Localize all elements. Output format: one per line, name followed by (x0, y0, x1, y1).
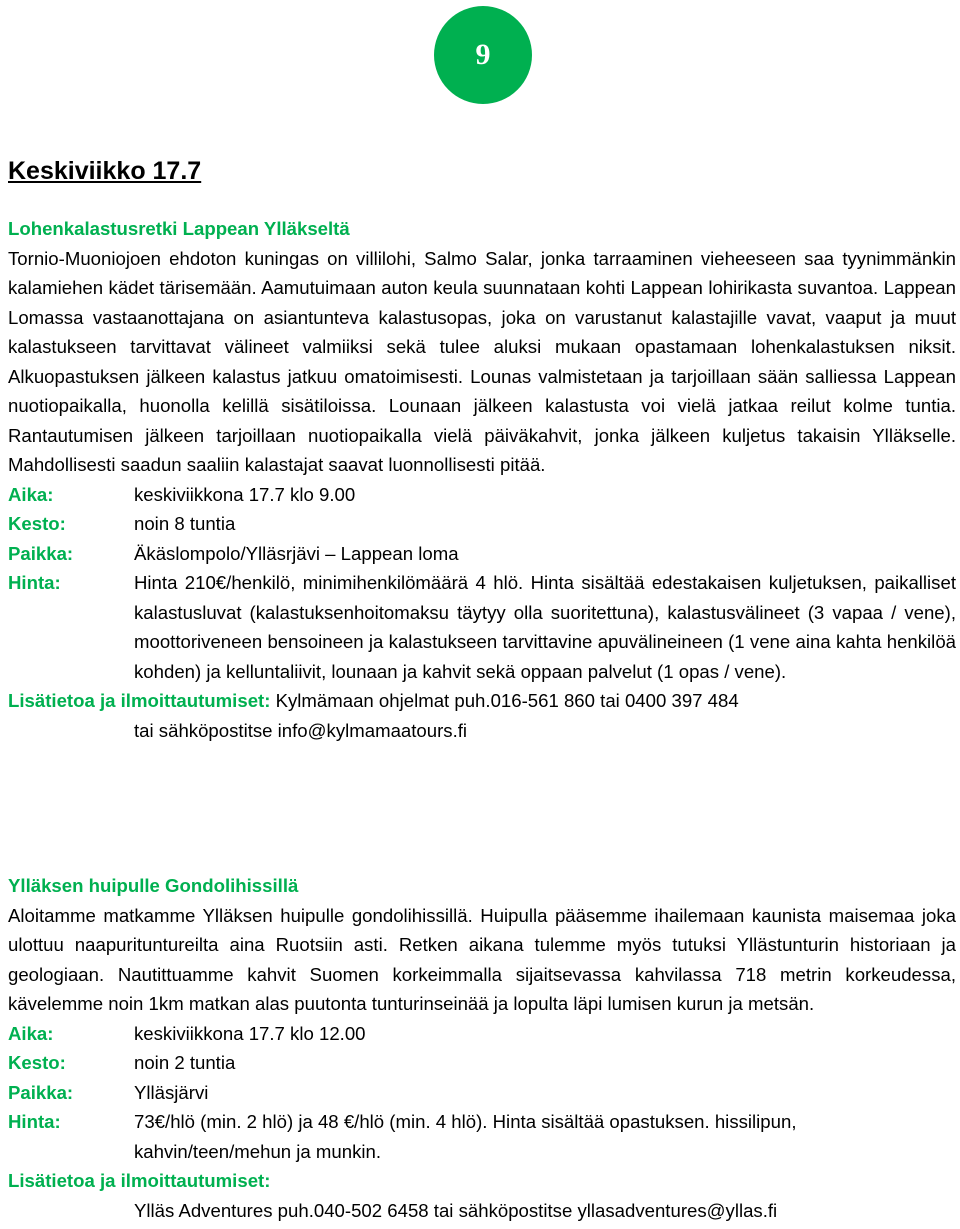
price-label: Hinta: (8, 1111, 61, 1132)
duration-label: Kesto: (8, 513, 66, 534)
duration-label: Kesto: (8, 1052, 66, 1073)
contact-info: Kylmämaan ohjelmat puh.016-561 860 tai 0400 397 484 (275, 690, 739, 711)
place-value: Äkäslompolo/Ylläsrjävi – Lappean loma (134, 542, 459, 564)
event-description: Tornio-Muoniojoen ehdoton kuningas on villilohi, Salmo Salar, jonka tarraaminen vieheeseen saa tyynimmänkin kalamiehen kädet tärisemään. Aamutuimaan auton keula suunnataan kohti Lappean lohirikasta suvantoa. Lappean Lomassa vastaanottajana on asiantunteva kalastusopas, joka on varustanut kalastajille vavat, vaaput ja muut kalastukseen tarvittavat välineet valmiiksi sekä tulee aluksi mukaan opastamaan lohenkalastuksen niksit. Alkuopastuksen jälkeen kalastus jatkuu omatoimisesti. Lounas valmistetaan ja tarjoillaan sään salliessa Lappean nuotiopaikalla, huonolla kelillä sisätiloissa. Lounaan jälkeen kalastusta voi vielä jatkaa reilut kolme tuntia. Rantautumisen jälkeen tarjoillaan nuotiopaikalla vielä päiväkahvit, jonka jälkeen kuljetus takaisin Ylläkselle. Mahdollisesti saadun saaliin kalastajat saavat luonnollisesti pitää. (8, 247, 956, 475)
price-row (8, 1107, 956, 1166)
day-heading: Keskiviikko 17.7 (8, 157, 202, 185)
event-gondola (8, 871, 956, 1225)
contact-email: tai sähköpostitse info@kylmamaatours.fi (134, 719, 468, 741)
time-label: Aika: (8, 483, 54, 505)
contact-row (8, 1166, 956, 1196)
duration-value: noin 8 tuntia (134, 513, 236, 534)
place-row (8, 1078, 956, 1108)
price-row (8, 568, 956, 686)
price-label: Hinta: (8, 572, 61, 593)
duration-value: noin 2 tuntia (134, 1052, 236, 1073)
price-value: Hinta 210€/henkilö, minimihenkilömäärä 4 hlö. Hinta sisältää edestakaisen kuljetuksen, paikalliset kalastusluvat (kalastuksenhoitomaksu täytyy olla suoritettuna), kalastusvälineet (3 vapaa / vene), moottoriveneen bensoineen ja kalastukseen tarvittavine apuvälineineen (1 vene aina kahta henkilöä kohden) ja kelluntaliivit, lounaan ja kahvit sekä oppaan palvelut (1 opas / vene). (134, 572, 956, 682)
time-row (8, 1019, 956, 1049)
time-value: keskiviikkona 17.7 klo 9.00 (134, 483, 356, 505)
place-value: Ylläsjärvi (134, 1081, 209, 1103)
event-title: Ylläksen huipulle Gondolihissillä (8, 875, 299, 896)
place-label: Paikka: (8, 542, 74, 564)
time-row (8, 480, 956, 510)
time-value: keskiviikkona 17.7 klo 12.00 (134, 1022, 366, 1044)
price-value: 73€/hlö (min. 2 hlö) ja 48 €/hlö (min. 4 hlö). Hinta sisältää opastuksen. hissilipun, kahvin/teen/mehun ja munkin. (134, 1111, 797, 1162)
place-row (8, 539, 956, 569)
contact-info: Ylläs Adventures puh.040-502 6458 tai sähköpostitse yllasadventures@yllas.fi (134, 1199, 778, 1221)
duration-row (8, 1048, 956, 1078)
page-number-badge: 9 (434, 6, 532, 104)
event-salmon-fishing (8, 214, 956, 745)
duration-row (8, 509, 956, 539)
contact-label: Lisätietoa ja ilmoittautumiset: (8, 1170, 271, 1191)
contact-label: Lisätietoa ja ilmoittautumiset: (8, 690, 271, 711)
contact-row (8, 686, 956, 716)
time-label: Aika: (8, 1022, 54, 1044)
event-title: Lohenkalastusretki Lappean Ylläkseltä (8, 218, 350, 239)
event-description: Aloitamme matkamme Ylläksen huipulle gondolihissillä. Huipulla pääsemme ihailemaan kaunista maisemaa joka ulottuu naapurituntureilta aina Ruotsiin asti. Retken aikana tulemme myös tutuksi Yllästunturin historiaan ja geologiaan. Nautittuamme kahvit Suomen korkeimmalla sijaitsevassa kahvilassa 718 metrin korkeudessa, kävelemme noin 1km matkan alas puutonta tunturinseinää ja lopulta läpi lumisen kurun ja metsän. (8, 904, 956, 1014)
place-label: Paikka: (8, 1081, 74, 1103)
